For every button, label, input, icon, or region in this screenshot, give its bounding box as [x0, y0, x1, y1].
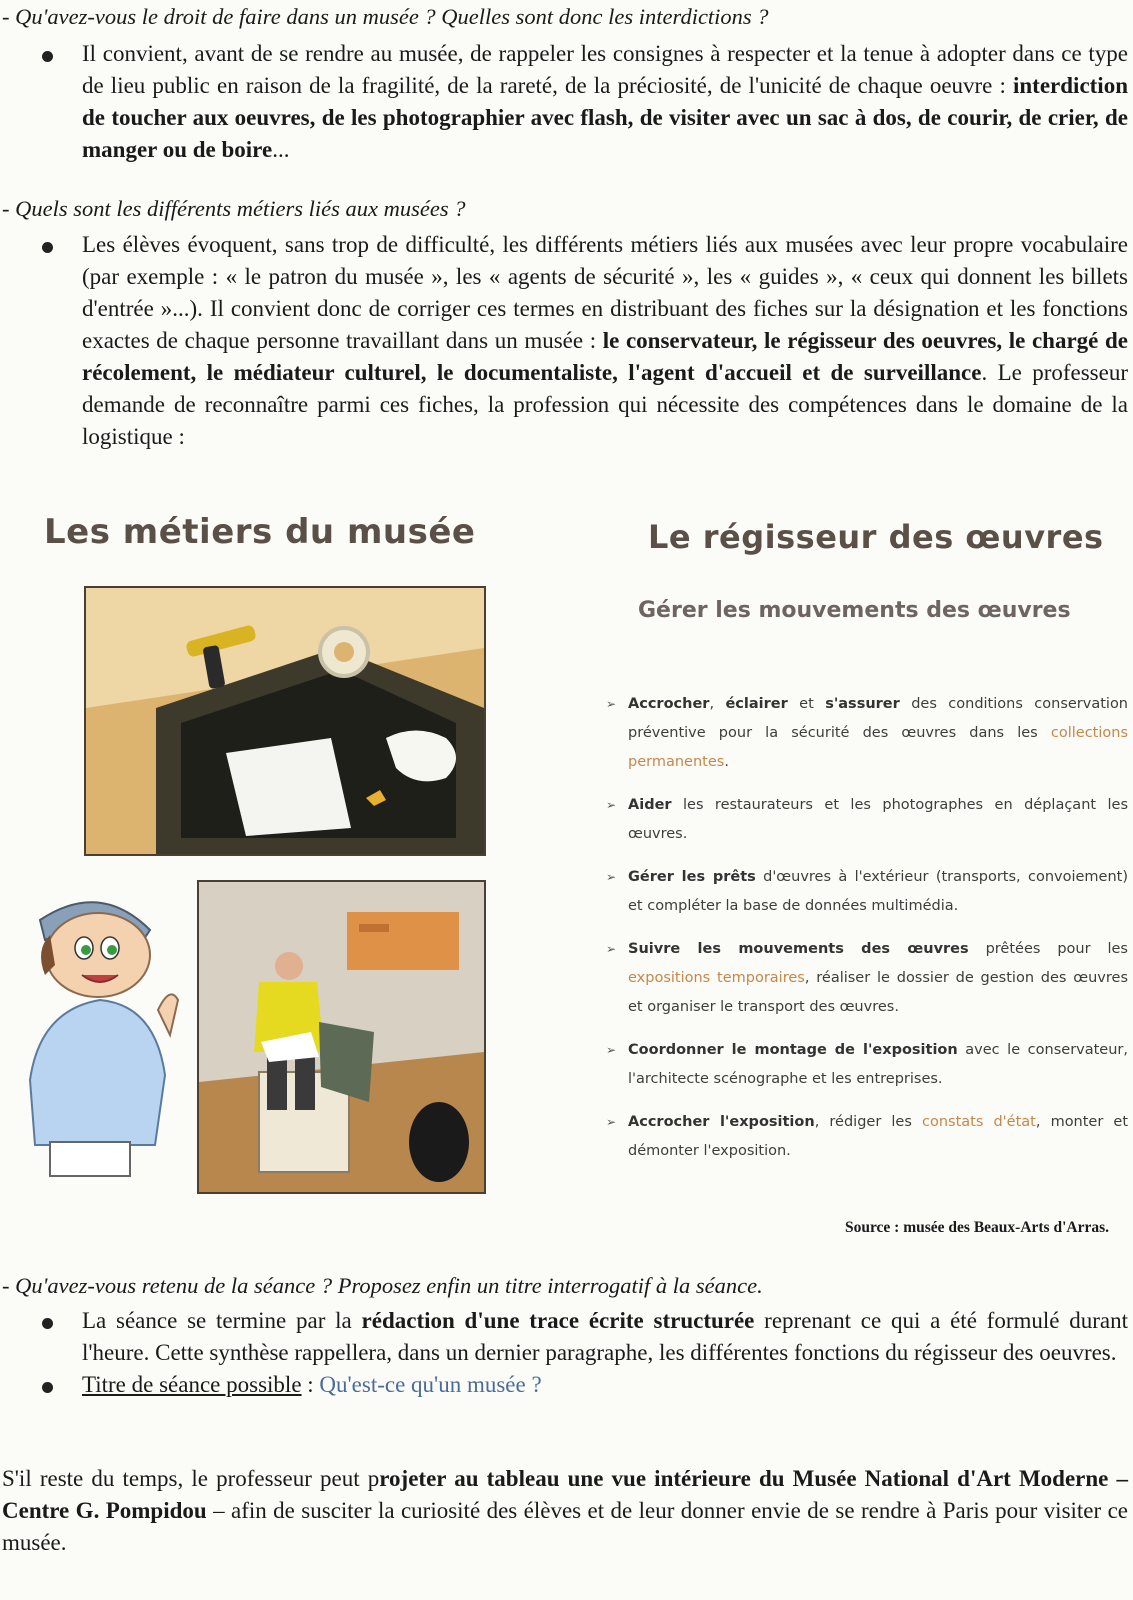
bullet-list-1: [40, 38, 1128, 166]
bullet-icon: [42, 242, 53, 253]
bullet-icon: [42, 51, 53, 62]
list-item: ➢ Coordonner le montage de l'exposition avec le conservateur, l'architecte scénographe et les entreprises.: [606, 1036, 1128, 1094]
arrow-bullet-icon: ➢: [606, 870, 617, 884]
registrar-illustration: [199, 882, 484, 1192]
poster-subtitle: Gérer les mouvements des œuvres: [638, 598, 1071, 623]
list-item: Titre de séance possible : Qu'est-ce qu'un musée ?: [40, 1369, 1128, 1401]
photo-workshop: [84, 586, 486, 856]
registrar-task-list: [606, 690, 1128, 1180]
poster-left-title: Les métiers du musée: [44, 512, 476, 552]
list-item: ➢ Accrocher, éclairer et s'assurer des conditions conservation préventive pour la sécurité des œuvres dans les collections permanentes.: [606, 690, 1128, 777]
cartoon-character: [10, 880, 190, 1180]
bullet-list-2: [40, 229, 1128, 453]
poster-right-title: Le régisseur des œuvres: [648, 518, 1104, 556]
character-illustration: [10, 880, 190, 1180]
final-paragraph: S'il reste du temps, le professeur peut projeter au tableau une vue intérieure du Musée National d'Art Moderne – Centre G. Pompidou – afin de susciter la curiosité des élèves et de leur donner envie de se rendre à Paris pour visiter ce musée.: [2, 1466, 1128, 1555]
bullet-icon: [42, 1318, 53, 1329]
list-item: Les élèves évoquent, sans trop de difficulté, les différents métiers liés aux musées avec leur propre vocabulaire (par exemple : « le patron du musée », les « agents de sécurité », les « guides », « ceux qui donnent les billets d'entrée »...). Il convient donc de corriger ces termes en distribuant des fiches sur la désignation et les fonctions exactes de chaque personne travaillant dans un musée : le conservateur, le régisseur des oeuvres, le chargé de récolement, le médiateur culturel, le documentaliste, l'agent d'accueil et de surveillance. Le professeur demande de reconnaître parmi ces fiches, la profession qui nécessite des compétences dans le domaine de la logistique :: [40, 229, 1128, 453]
bullet-list-3: [40, 1305, 1128, 1401]
session-title: Qu'est-ce qu'un musée ?: [319, 1372, 542, 1397]
bullet-icon: [42, 1382, 53, 1393]
question-retenu: - Qu'avez-vous retenu de la séance ? Proposez enfin un titre interrogatif à la séance.: [2, 1273, 763, 1298]
arrow-bullet-icon: ➢: [606, 697, 617, 711]
photo-registrar: [197, 880, 486, 1194]
list-item: ➢ Gérer les prêts d'œuvres à l'extérieur (transports, convoiement) et compléter la base de données multimédia.: [606, 863, 1128, 921]
list-item: La séance se termine par la rédaction d'une trace écrite structurée reprenant ce qui a été formulé durant l'heure. Cette synthèse rappellera, dans un dernier paragraphe, les différentes fonctions du régisseur des oeuvres.: [40, 1305, 1128, 1369]
workshop-illustration: [86, 588, 484, 854]
arrow-bullet-icon: ➢: [606, 1115, 617, 1129]
list-item: ➢ Suivre les mouvements des œuvres prêtées pour les expositions temporaires, réaliser le dossier de gestion des œuvres et organiser le transport des œuvres.: [606, 935, 1128, 1022]
list-item: ➢ Accrocher l'exposition, rédiger les constats d'état, monter et démonter l'exposition.: [606, 1108, 1128, 1166]
arrow-bullet-icon: ➢: [606, 1043, 617, 1057]
arrow-bullet-icon: ➢: [606, 942, 617, 956]
source-caption: Source : musée des Beaux-Arts d'Arras.: [844, 1219, 1109, 1236]
question-interdictions: - Qu'avez-vous le droit de faire dans un musée ? Quelles sont donc les interdictions ?: [2, 4, 769, 29]
question-metiers: - Quels sont les différents métiers liés aux musées ?: [2, 196, 466, 221]
arrow-bullet-icon: ➢: [606, 798, 617, 812]
list-item: Il convient, avant de se rendre au musée, de rappeler les consignes à respecter et la tenue à adopter dans ce type de lieu public en raison de la fragilité, de la rareté, de la préciosité, de l'unicité de chaque oeuvre : interdiction de toucher aux oeuvres, de les photographier avec flash, de visiter avec un sac à dos, de courir, de crier, de manger ou de boire...: [40, 38, 1128, 166]
list-item: ➢ Aider les restaurateurs et les photographes en déplaçant les œuvres.: [606, 791, 1128, 849]
